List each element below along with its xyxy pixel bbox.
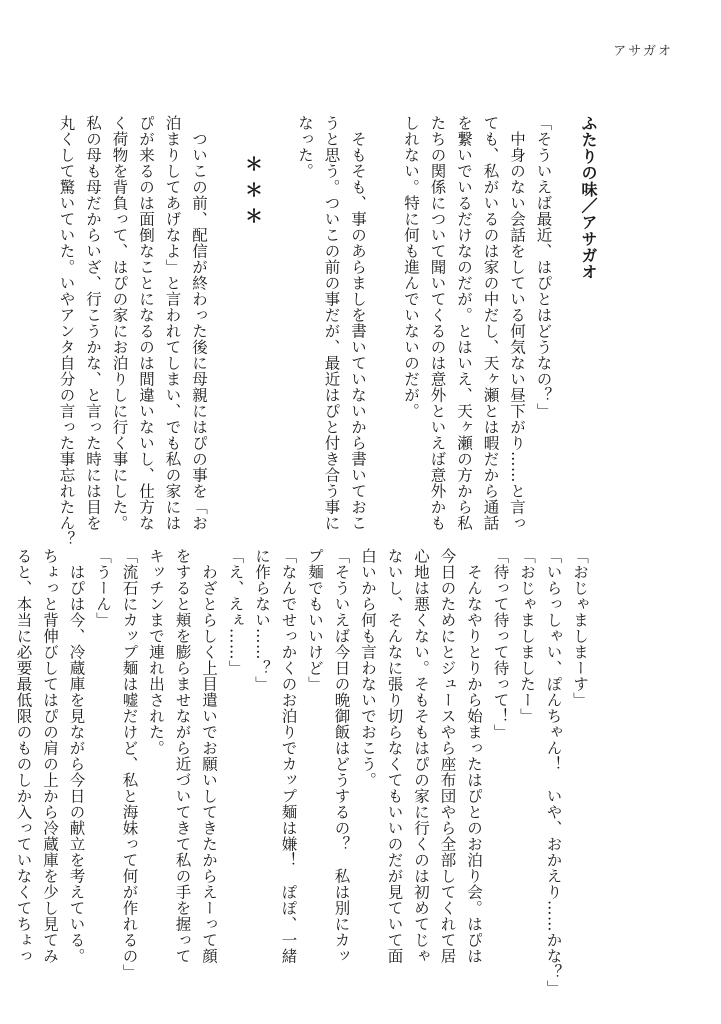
top-text-column (53, 115, 601, 547)
paragraph-line: ると、本当に必要最低限のものしか入っていなくてちょっ (14, 548, 33, 964)
paragraph-line: を繋いでいるだけなのだが。とはいえ、天ヶ瀬の方から私 (455, 115, 473, 531)
story-title: ふたりの味／アサガオ (579, 115, 598, 280)
paragraph-line: 「そういえば今日の晩御飯はどうするの？ 私は別にカッ (332, 548, 351, 964)
paragraph-line: 私の母も母だからいざ、行こうかな、と言った時には目を (84, 115, 102, 531)
running-header: アサガオ (613, 44, 673, 59)
paragraph-line: ないし、そんなに張り切らなくてもいいのだが見ていて面 (385, 548, 404, 964)
paragraph-line: そもそも、事のあらましを書いていないから書いておこ (349, 115, 367, 531)
paragraph-line: 「待って待って待って！」 (491, 548, 510, 740)
paragraph-gap (265, 115, 292, 535)
paragraph-line: 白いから何も言わないでおこう。 (359, 548, 377, 788)
paragraph-line: プ麺でもいいけど」 (306, 548, 324, 692)
paragraph-line: く荷物を背負って、はぴの家にお泊りしに行く事にした。 (110, 115, 129, 531)
paragraph-line: 丸くして驚いていた。いやアンタ自分の言った事忘れたん？ (57, 115, 76, 547)
paragraph-line: うと思う。ついこの前の事だが、最近はぴと付き合う事に (322, 115, 341, 531)
paragraph-line: 「流石にカップ麺は嘘だけど、私と海妹って何が作れるの」 (120, 548, 139, 980)
paragraph-line: をすると頬を膨らませながら近づいてきて私の手を握って (173, 548, 192, 964)
paragraph-line: ても、私がいるのは家の中だし、天ヶ瀬とは暇だから通話 (481, 115, 500, 531)
paragraph-line: 心地は悪くない。そもそもはぴの家に行くのは初めてじゃ (412, 548, 430, 964)
paragraph-line: ついこの前、配信が終わった後に母親にはぴの事を「お (190, 115, 208, 531)
paragraph-line: しれない。特に何も進んでいないのだが。 (402, 115, 420, 419)
paragraph-line: 今日のためにとジュースやら座布団やら全部してくれて居 (438, 548, 457, 964)
paragraph-line: 「おじゃましましたー」 (518, 548, 536, 724)
paragraph-line: 中身のない会話をしている何気ない昼下がり……と言っ (508, 115, 526, 531)
paragraph-gap (371, 115, 398, 535)
paragraph-line: 「いらっしゃい、ぽんちゃん！ いや、おかえり……かな？」 (544, 548, 563, 996)
paragraph-line: 「え、えぇ……」 (226, 548, 245, 676)
paragraph-line: 「おじゃましまーす」 (571, 548, 589, 708)
paragraph-line: わざとらしく上目遣いでお願いしてきたからえーって顔 (200, 548, 218, 964)
bottom-text-column (10, 548, 593, 996)
paragraph-line: キッチンまで連れ出された。 (147, 548, 165, 756)
paragraph-line: 「そういえば最近、はぴとはどうなの？」 (534, 115, 553, 419)
paragraph-line: はぴは今、冷蔵庫を見ながら今日の献立を考えている。 (67, 548, 86, 964)
paragraph-line: たちの関係について聞いてくるのは意外といえば意外かも (428, 115, 447, 531)
paragraph-gap (212, 115, 239, 535)
paragraph-line: 泊まりしてあげなよ」と言われてしまい、でも私の家には (163, 115, 182, 531)
paragraph-line: 「うーん」 (94, 548, 112, 628)
paragraph-line: なった。 (296, 115, 314, 179)
section-separator: ＊＊＊ (242, 155, 263, 233)
paragraph-line: 「なんでせっかくのお泊りでカップ麺は嫌！ ぽぽ、一緒 (279, 548, 298, 964)
paragraph-line: に作らない……？」 (253, 548, 271, 692)
paragraph-line: ぴが来るのは面倒なことになるのは間違いないし、仕方な (137, 115, 155, 531)
paragraph-line: そんなやりとりから始まったはぴとのお泊り会。はぴは (465, 548, 483, 964)
paragraph-line: ちょっと背伸びしてはぴの肩の上から冷蔵庫を少し見てみ (41, 548, 59, 964)
